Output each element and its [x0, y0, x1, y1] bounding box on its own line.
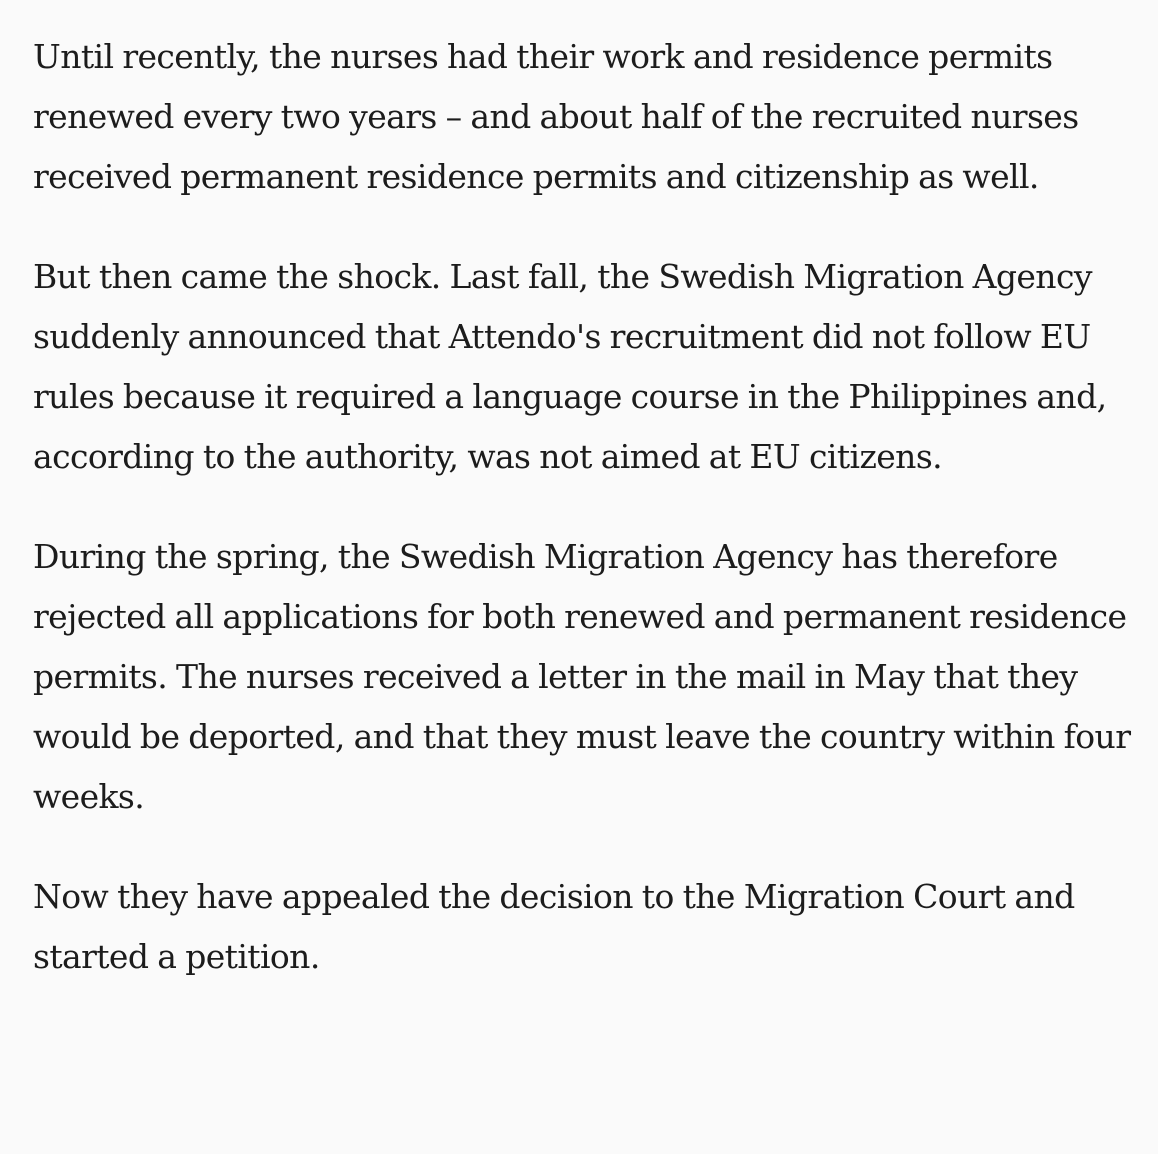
paragraph-4: Now they have appealed the decision to the Migration Court and started a petition.: [33, 877, 1075, 976]
paragraph-1: Until recently, the nurses had their work and residence permits renewed every two years – and about half of the recruited nurses received permanent residence permits and citizenship as well.: [33, 37, 1079, 196]
paragraph-2: But then came the shock. Last fall, the Swedish Migration Agency suddenly announced that Attendo's recruitment did not follow EU rules because it required a language course in the Philippines and, according to the authority, was not aimed at EU citizens.: [33, 257, 1107, 476]
paragraph-3: During the spring, the Swedish Migration Agency has therefore rejected all applications for both renewed and permanent residence permits. The nurses received a letter in the mail in May that they would be deported, and that they must leave the country within four weeks.: [33, 537, 1131, 816]
